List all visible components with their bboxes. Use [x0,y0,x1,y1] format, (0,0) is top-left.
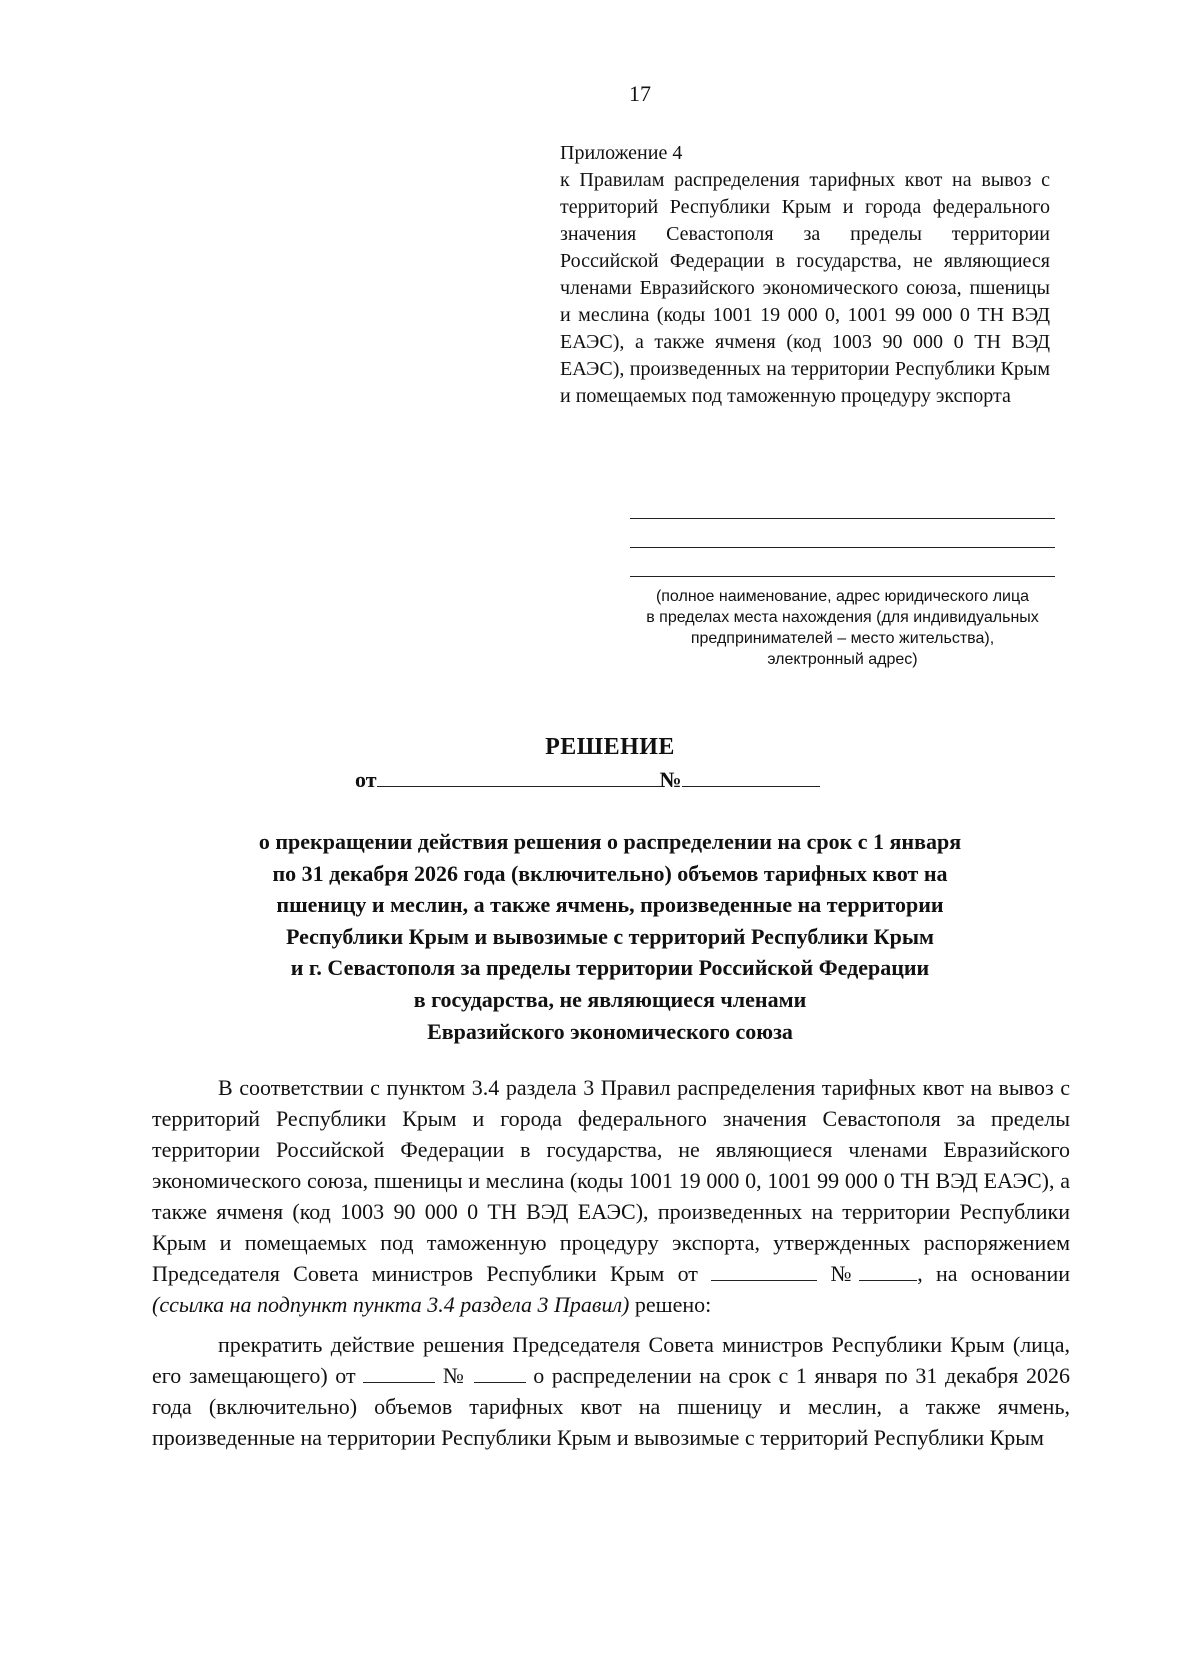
resolution-start-text: прекратить действие решения Председателя Совета министров Республики Крым (лица, его замещающего) от [152,1332,1070,1388]
recipient-caption-line: электронный адрес) [767,651,918,668]
paragraph-preamble [152,1072,1070,1320]
resolution-rest-text: о распределении на срок с 1 января по 31 декабря 2026 года (включительно) объемов тарифных квот на пшеницу и меслин, а также ячмень, произведенные на территории Республики Крым и вывозимые с территорий Республики Крым [152,1363,1071,1450]
paragraph-resolution [152,1329,1070,1453]
recipient-caption [630,586,1055,670]
body-text [152,1072,1070,1453]
basis-reference-placeholder: (ссылка на подпункт пункта 3.4 раздела 3 Правил) [152,1292,630,1317]
decision-date-blank-inline [363,1364,435,1383]
decision-date-number-line [355,766,820,794]
subject-line: пшеницу и меслин, а также ячмень, произведенные на территории [276,892,944,918]
decision-number-blank [682,766,820,787]
subject-line: Евразийского экономического союза [427,1018,793,1044]
recipient-blank-line-1 [630,490,1055,519]
subject-line: по 31 декабря 2026 года (включительно) объемов тарифных квот на [272,860,948,886]
decision-heading: РЕШЕНИЕ [545,734,675,760]
subject-line: Республики Крым и вывозимые с территорий Республики Крым [285,923,934,949]
decision-date-blank [377,766,660,787]
decision-subject [150,826,1070,1047]
subject-line: в государства, не являющиеся членами [413,986,807,1012]
order-number-blank [859,1262,917,1281]
basis-text: , на основании [917,1261,1071,1286]
recipient-caption-line: в пределах места нахождения (для индивидуальных [646,609,1039,626]
preamble-text: В соответствии с пунктом 3.4 раздела 3 Правил распределения тарифных квот на вывоз с территорий Республики Крым и города федерального значения Севастополя за пределы территории Российской Федерации в государства, не являющиеся членами Евразийского экономического союза, пшеницы и меслина (коды 1001 19 000 0, 1001 99 000 0 ТН ВЭД ЕАЭС), а также ячменя (код 1003 90 000 0 ТН ВЭД ЕАЭС), произведенных на территории Республики Крым и помещаемых под таможенную процедуру экспорта, утвержденных распоряжением Председателя Совета министров Республики Крым от [152,1075,1070,1286]
order-number-label: № [830,1261,860,1286]
decision-number-blank-inline [474,1364,526,1383]
decision-number-label: № [659,767,682,792]
resolved-text: решено: [634,1292,712,1317]
page-number: 17 [629,81,651,106]
appendix-text: к Правилам распределения тарифных квот на вывоз с территорий Республики Крым и города федерального значения Севастополя за пределы территории Российской Федерации в государства, не являющиеся членами Евразийского экономического союза, пшеницы и меслина (коды 1001 19 000 0, 1001 99 000 0 ТН ВЭД ЕАЭС), а также ячменя (код 1003 90 000 0 ТН ВЭД ЕАЭС), произведенных на территории Республики Крым и помещаемых под таможенную процедуру экспорта [560,169,1050,407]
order-date-blank [711,1262,817,1281]
recipient-caption-line: (полное наименование, адрес юридического лица [655,588,1030,605]
decision-from-label: от [355,767,377,792]
recipient-blank-line-2 [630,519,1055,548]
appendix-title: Приложение 4 [560,142,683,164]
subject-line: о прекращении действия решения о распределении на срок с 1 января [258,829,962,854]
recipient-block [630,490,1055,670]
recipient-caption-line: предпринимателей – место жительства), [690,630,995,647]
subject-line: и г. Севастополя за пределы территории Российской Федерации [290,955,930,981]
decision-number-label-inline: № [442,1363,466,1388]
appendix-block [560,140,1050,410]
recipient-blank-line-3 [630,548,1055,577]
